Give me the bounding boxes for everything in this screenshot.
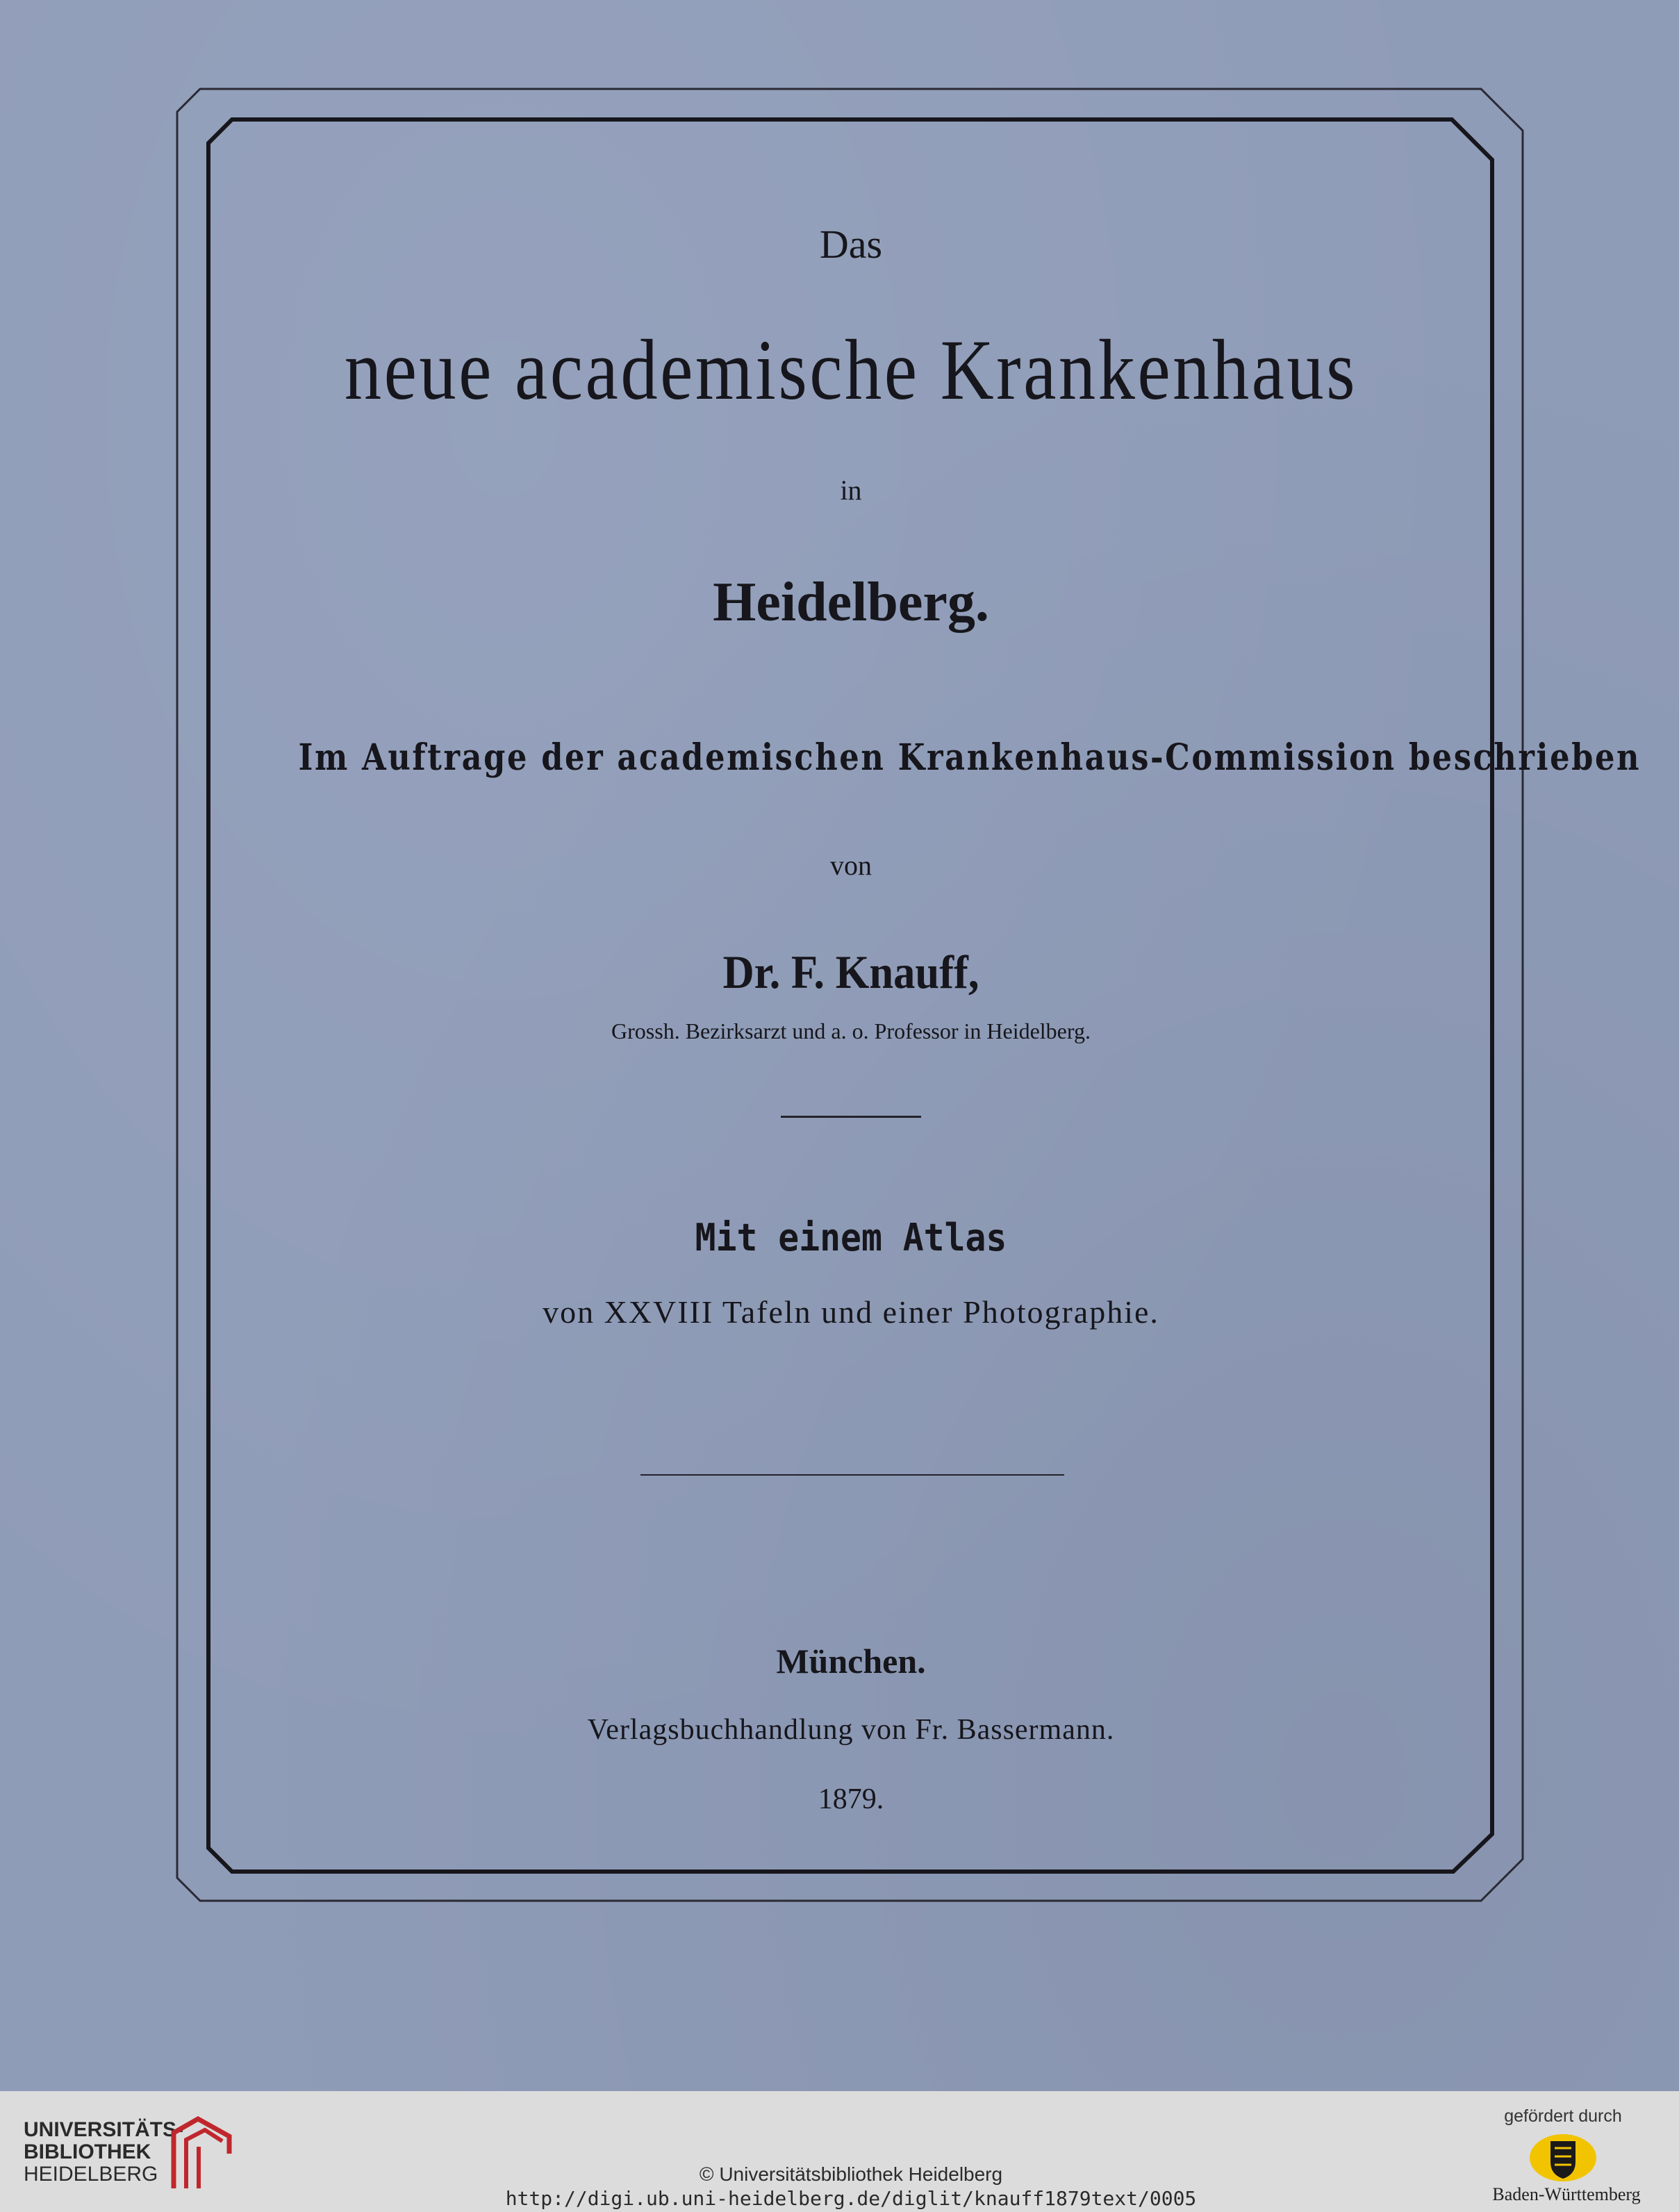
title-city: Heidelberg. [713, 572, 989, 633]
library-name-line1: UNIVERSITÄTS- [24, 2118, 184, 2141]
author-affiliation: Grossh. Bezirksarzt und a. o. Professor in Heidelberg. [611, 1018, 1091, 1043]
atlas-description: von XXVIII Tafeln und einer Photographie. [543, 1294, 1159, 1330]
library-name-line2: BIBLIOTHEK [24, 2140, 151, 2163]
long-divider [640, 1474, 1064, 1476]
subtitle: Im Auftrage der academischen Krankenhaus-Commission beschrieben [298, 736, 1641, 779]
library-name [24, 2119, 183, 2186]
author-name: Dr. F. Knauff, [722, 946, 979, 998]
publisher: Verlagsbuchhandlung von Fr. Bassermann. [587, 1714, 1115, 1746]
copyright-notice: © Universitätsbibliothek Heidelberg [699, 2163, 1003, 2185]
atlas-heading: Mit einem Atlas [695, 1216, 1007, 1260]
library-name-line3: HEIDELBERG [24, 2163, 158, 2186]
funded-by-label: gefördert durch [1504, 2106, 1622, 2126]
sponsor-name: Baden-Württemberg [1492, 2184, 1641, 2204]
title-line-in: in [840, 474, 862, 506]
main-title: neue academische Krankenhaus [344, 322, 1358, 418]
state-coat-of-arms-icon [1528, 2131, 1598, 2184]
permalink-url[interactable]: http://digi.ub.uni-heidelberg.de/diglit/knauff1879text/0005 [505, 2187, 1197, 2210]
by-line: von [830, 850, 872, 881]
title-line-das: Das [819, 222, 883, 267]
digitization-footer [0, 2091, 1679, 2212]
publication-place: München. [776, 1642, 926, 1681]
library-logo-icon [167, 2112, 236, 2195]
publication-year: 1879. [818, 1783, 884, 1815]
short-divider [781, 1116, 921, 1118]
